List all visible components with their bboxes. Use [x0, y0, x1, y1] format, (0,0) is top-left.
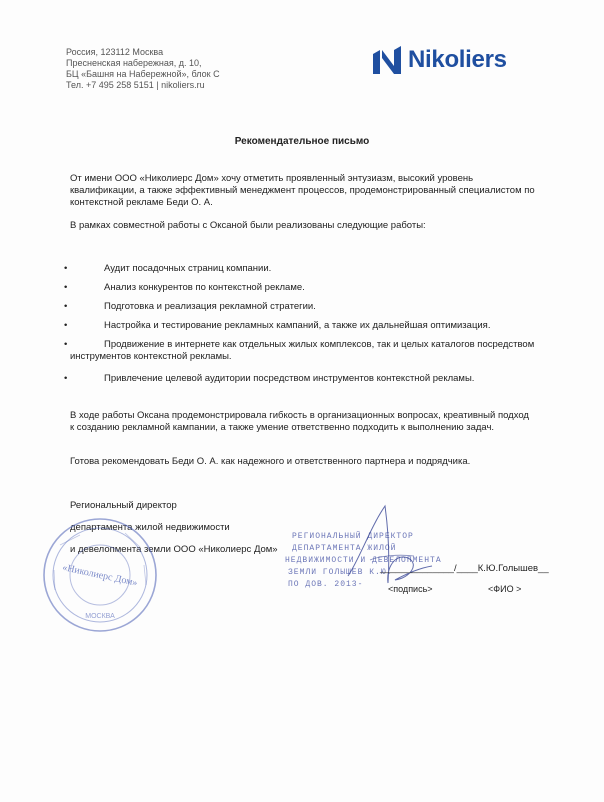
seal-text: «Николиерс Дом» [61, 562, 139, 589]
logo-text: Nikoliers [408, 46, 507, 73]
list-item [64, 320, 544, 332]
bullet-marker: • [64, 301, 68, 312]
company-seal [40, 515, 160, 635]
conclusion-paragraph: В ходе работы Оксана продемонстрировала гибкость в организационных вопросах, креативный подход к созданию рекламной кампании, а также умение ответственно подходить к выполнению задач. [70, 410, 529, 433]
seal-city: МОСКВА [85, 613, 115, 620]
lead-paragraph: В рамках совместной работы с Оксаной были реализованы следующие работы: [70, 220, 426, 231]
name-label: <ФИО > [488, 584, 522, 594]
address-line: БЦ «Башня на Набережной», блок С [66, 69, 220, 79]
letter-title: Рекомендательное письмо [234, 136, 370, 147]
list-item-text: Анализ конкурентов по контекстной рекламе. [104, 282, 305, 293]
signatory-title: Региональный директор [70, 500, 177, 511]
company-logo [370, 44, 530, 78]
stamp-line: ЗЕМЛИ ГОЛЫШЕВ К.Ю. [288, 568, 393, 577]
bullet-marker: • [64, 373, 68, 384]
list-item [64, 301, 544, 313]
address-line: Россия, 123112 Москва [66, 47, 164, 57]
list-item [64, 282, 544, 294]
recommendation-paragraph: Готова рекомендовать Беди О. А. как надежного и ответственного партнера и подрядчика. [70, 456, 471, 467]
address-line: Тел. +7 495 258 5151 | nikoliers.ru [66, 80, 205, 90]
list-item [64, 263, 544, 275]
bullet-marker: • [64, 263, 68, 274]
list-item [64, 373, 544, 385]
intro-paragraph: От имени ООО «Николиерс Дом» хочу отметить проявленный энтузиазм, высокий уровень квалификации, а также эффективный менеджмент процессов, продемонстрированный специалистом по контекстной рекламе Беди О. А. [70, 173, 535, 208]
stamp-line: НЕДВИЖИМОСТИ И ДЕВЕЛОПМЕНТА [285, 556, 442, 565]
list-item [64, 339, 544, 363]
list-item-text: Аудит посадочных страниц компании. [104, 263, 272, 274]
stamp-line: ДЕПАРТАМЕНТА ЖИЛОЙ [292, 544, 397, 553]
address-line: Пресненская набережная, д. 10, [66, 58, 202, 68]
logo-icon [370, 44, 404, 78]
list-item-text: Подготовка и реализация рекламной стратегии. [104, 301, 316, 312]
signature-line: ______________/____К.Ю.Голышев__ [380, 563, 549, 574]
signature-label: <подпись> [388, 584, 433, 594]
stamp-line: ПО ДОВ. 2013- [288, 580, 364, 589]
list-item-text: Продвижение в интернете как отдельных жилых комплексов, так и целых каталогов посредством инструментов контекстной рекламы. [70, 339, 535, 362]
signatory-company: и девелопмента земли ООО «Николиерс Дом» [70, 544, 278, 555]
list-item-text: Настройка и тестирование рекламных кампаний, а также их дальнейшая оптимизация. [104, 320, 491, 331]
bullet-marker: • [64, 339, 68, 350]
bullet-marker: • [64, 320, 68, 331]
signatory-department: департамента жилой недвижимости [70, 522, 230, 533]
company-address [66, 47, 220, 91]
stamp-line: РЕГИОНАЛЬНЫЙ ДИРЕКТОР [292, 532, 414, 541]
bullet-marker: • [64, 282, 68, 293]
list-item-text: Привлечение целевой аудитории посредством инструментов контекстной рекламы. [104, 373, 475, 384]
